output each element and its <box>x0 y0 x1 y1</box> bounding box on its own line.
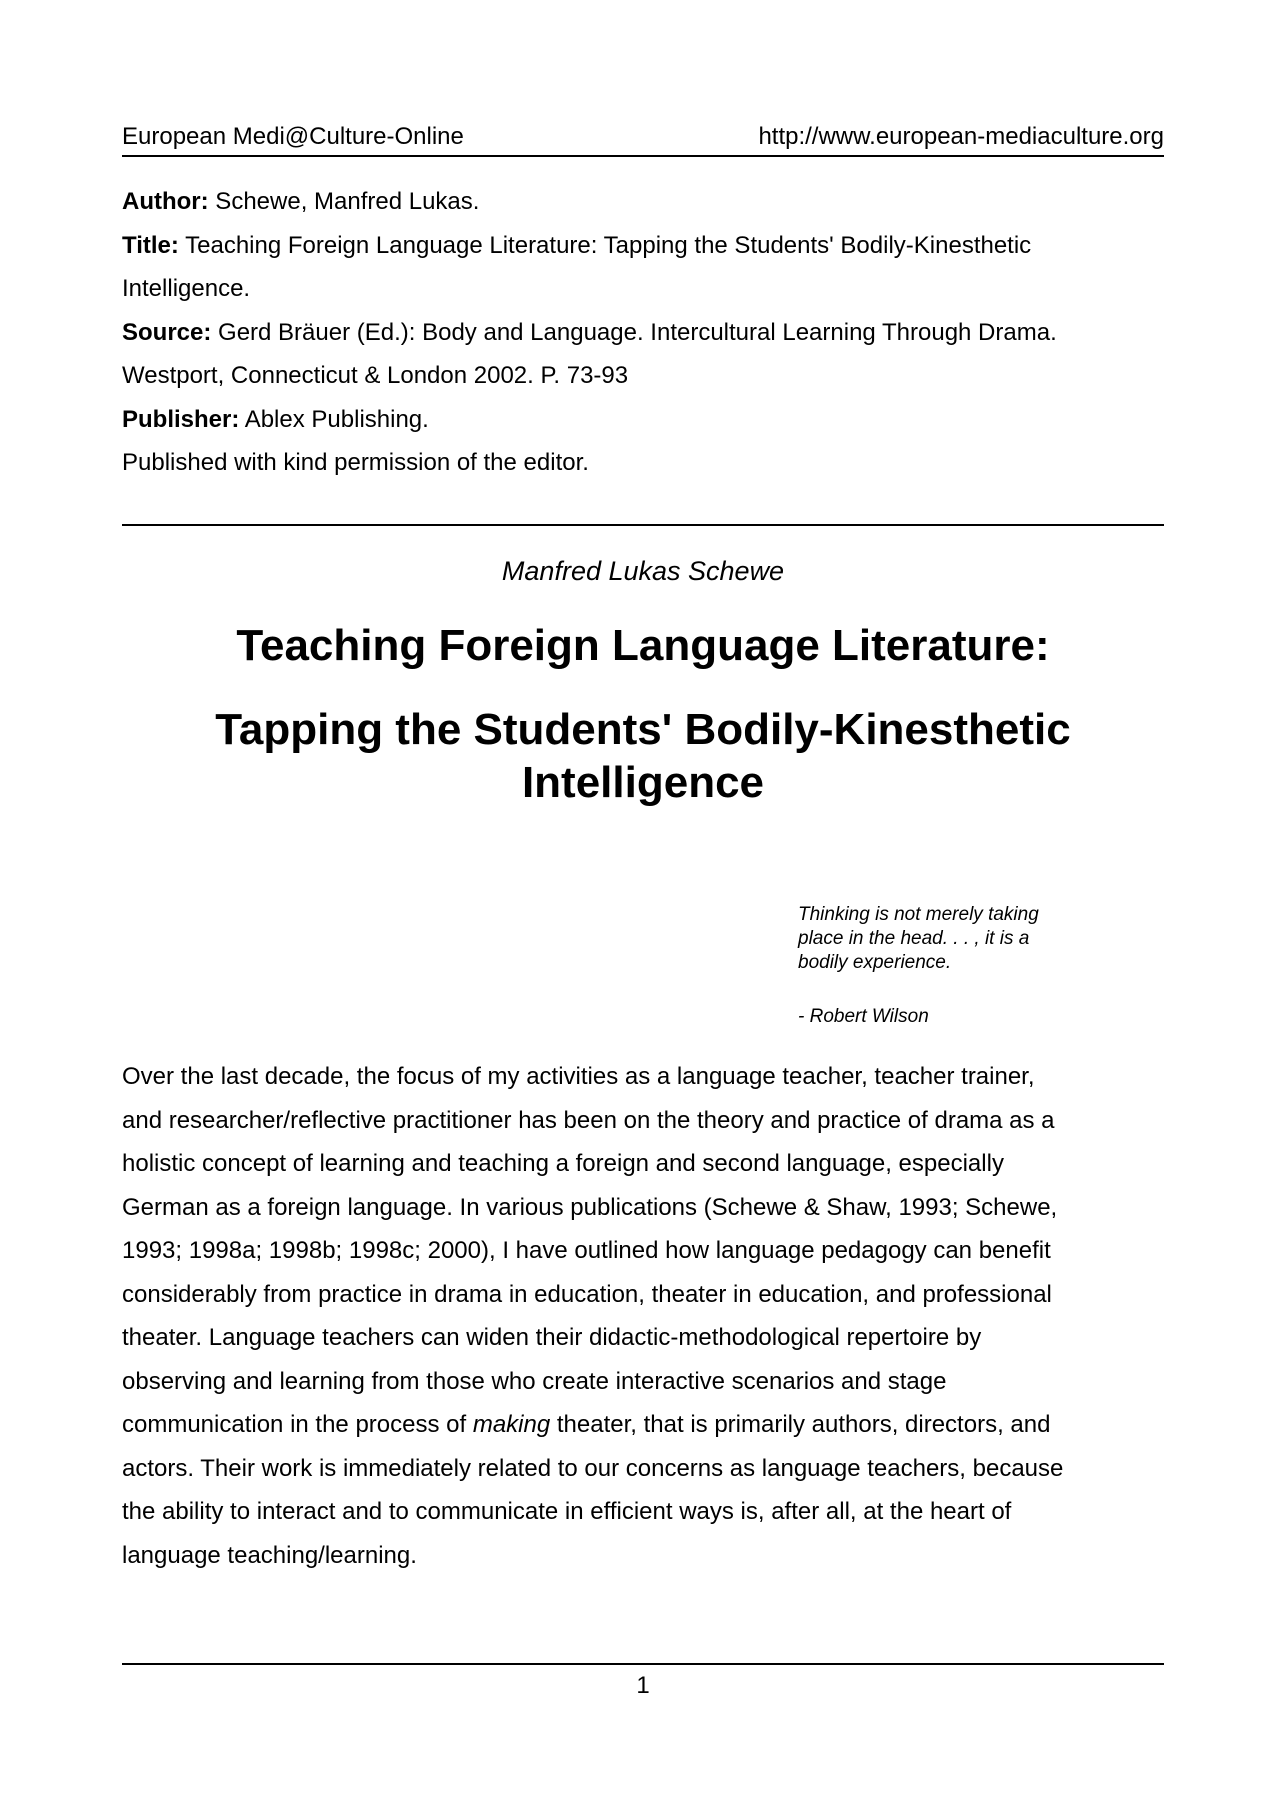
meta-author <box>122 180 1164 224</box>
article-title-line-1: Teaching Foreign Language Literature: <box>236 621 1050 670</box>
meta-publisher-label: Publisher: <box>122 405 240 433</box>
meta-publisher <box>122 398 1164 442</box>
footer-divider <box>122 1663 1164 1665</box>
body-emphasis-making: making <box>472 1411 551 1438</box>
epigraph <box>798 903 1098 1029</box>
body-line-5: 1993; 1998a; 1998b; 1998c; 2000), I have outlined how language pedagogy can benefit <box>122 1237 1051 1264</box>
body-line-6: considerably from practice in drama in education, theater in education, and professional <box>122 1280 1052 1308</box>
article-title-line-3: Intelligence <box>521 758 765 807</box>
epigraph-line-1: Thinking is not merely taking <box>798 904 1039 925</box>
body-line-11: the ability to interact and to communicate in efficient ways is, after all, at the heart of <box>122 1498 1012 1525</box>
meta-title-cont: Intelligence. <box>122 275 251 302</box>
section-divider <box>122 524 1164 526</box>
meta-title-label: Title: <box>122 231 179 259</box>
running-header <box>122 119 1164 157</box>
meta-source-cont: Westport, Connecticut & London 2002. P. 73-93 <box>122 362 629 389</box>
body-line-2: and researcher/reflective practitioner has been on the theory and practice of drama as a <box>122 1106 1055 1134</box>
meta-source-label: Source: <box>122 318 212 346</box>
body-line-3: holistic concept of learning and teaching a foreign and second language, especially <box>122 1150 1004 1177</box>
article-author: Manfred Lukas Schewe <box>501 556 785 586</box>
bibliographic-info <box>122 180 1164 485</box>
page-number: 1 <box>636 1672 650 1699</box>
epigraph-attribution: - Robert Wilson <box>798 1006 929 1027</box>
body-line-9 <box>122 1403 1182 1447</box>
body-line-12: language teaching/learning. <box>122 1541 417 1569</box>
body-line-9-end: theater, that is primarily authors, directors, and <box>550 1411 1051 1438</box>
epigraph-line-2: place in the head. . . , it is a <box>798 928 1030 949</box>
meta-source <box>122 311 1164 355</box>
body-line-4: German as a foreign language. In various publications (Schewe & Shaw, 1993; Schewe, <box>122 1193 1058 1221</box>
meta-author-label: Author: <box>122 188 209 215</box>
body-line-7: theater. Language teachers can widen their didactic-methodological repertoire by <box>122 1324 982 1351</box>
meta-title-value-1: Teaching Foreign Language Literature: Tapping the Students' Bodily-Kinesthetic <box>178 231 1032 259</box>
epigraph-line-3: bodily experience. <box>798 952 952 973</box>
meta-source-value-1: Gerd Bräuer (Ed.): Body and Language. Intercultural Learning Through Drama. <box>211 318 1057 346</box>
body-line-9-start: communication in the process of <box>122 1411 473 1438</box>
body-line-10: actors. Their work is immediately related to our concerns as language teachers, because <box>122 1454 1064 1482</box>
body-paragraph <box>122 1055 1182 1577</box>
article-title-line-2: Tapping the Students' Bodily-Kinesthetic <box>215 705 1071 754</box>
meta-permission: Published with kind permission of the editor. <box>122 449 589 476</box>
header-url[interactable]: http://www.european-mediaculture.org <box>758 123 1164 150</box>
meta-author-value: Schewe, Manfred Lukas. <box>208 188 480 215</box>
meta-publisher-value: Ablex Publishing. <box>239 405 429 433</box>
header-site-name: European Medi@Culture-Online <box>122 123 464 150</box>
body-line-8: observing and learning from those who create interactive scenarios and stage <box>122 1367 947 1395</box>
meta-title <box>122 224 1164 268</box>
body-line-1: Over the last decade, the focus of my activities as a language teacher, teacher trainer, <box>122 1063 1035 1090</box>
